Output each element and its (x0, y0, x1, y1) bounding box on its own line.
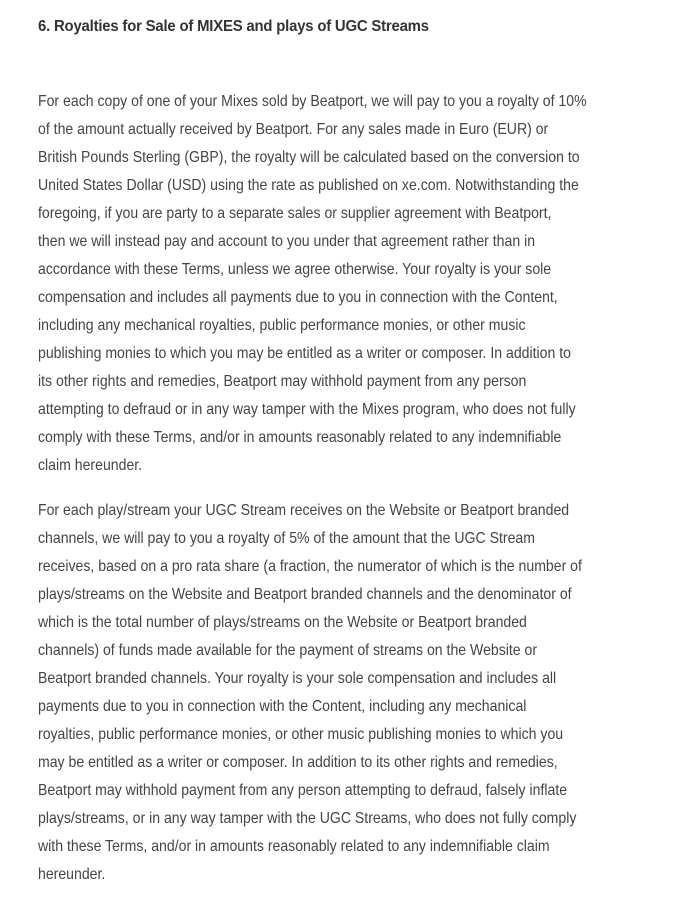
text-line: Beatport branded channels. Your royalty is your sole compensation and includes all (38, 670, 557, 687)
text-line: royalties, public performance monies, or other music publishing monies to which you (38, 726, 564, 743)
text-line: foregoing, if you are party to a separate sales or supplier agreement with Beatport, (38, 205, 552, 222)
text-line: attempting to defraud or in any way tamper with the Mixes program, who does not fully (38, 401, 576, 418)
text-line: For each play/stream your UGC Stream receives on the Website or Beatport branded (38, 502, 570, 519)
text-line: of the amount actually received by Beatport. For any sales made in Euro (EUR) or (38, 121, 549, 138)
text-line: then we will instead pay and account to you under that agreement rather than in (38, 233, 536, 250)
text-line: may be entitled as a writer or composer. In addition to its other rights and remedies, (38, 754, 558, 771)
text-line: claim hereunder. (38, 457, 143, 474)
text-line: receives, based on a pro rata share (a fraction, the numerator of which is the number of (38, 558, 582, 575)
text-line: including any mechanical royalties, public performance monies, or other music (38, 317, 526, 334)
text-line: British Pounds Sterling (GBP), the royalty will be calculated based on the conversion to (38, 149, 580, 166)
paragraph-mixes-royalty (38, 88, 661, 480)
text-line: publishing monies to which you may be entitled as a writer or composer. In addition to (38, 345, 571, 362)
text-line: payments due to you in connection with the Content, including any mechanical (38, 698, 527, 715)
text-line: accordance with these Terms, unless we agree otherwise. Your royalty is your sole (38, 261, 552, 278)
text-line: plays/streams on the Website and Beatport branded channels and the denominator of (38, 586, 572, 603)
text-line: channels) of funds made available for the payment of streams on the Website or (38, 642, 538, 659)
text-line: compensation and includes all payments due to you in connection with the Content, (38, 289, 558, 306)
text-line: For each copy of one of your Mixes sold by Beatport, we will pay to you a royalty of 10% (38, 93, 587, 110)
text-line: plays/streams, or in any way tamper with the UGC Streams, who does not fully comply (38, 810, 577, 827)
text-line: which is the total number of plays/streams on the Website or Beatport branded (38, 614, 527, 631)
text-line: with these Terms, and/or in amounts reasonably related to any indemnifiable claim (38, 838, 550, 855)
text-line: channels, we will pay to you a royalty of 5% of the amount that the UGC Stream (38, 530, 535, 547)
text-line: Beatport may withhold payment from any person attempting to defraud, falsely inflate (38, 782, 568, 799)
text-line: United States Dollar (USD) using the rate as published on xe.com. Notwithstanding the (38, 177, 579, 194)
text-line: hereunder. (38, 866, 106, 883)
paragraph-ugc-stream-royalty (38, 497, 656, 889)
section-heading: 6. Royalties for Sale of MIXES and plays of UGC Streams (38, 18, 429, 35)
text-line: comply with these Terms, and/or in amounts reasonably related to any indemnifiable (38, 429, 562, 446)
text-line: its other rights and remedies, Beatport may withhold payment from any person (38, 373, 527, 390)
